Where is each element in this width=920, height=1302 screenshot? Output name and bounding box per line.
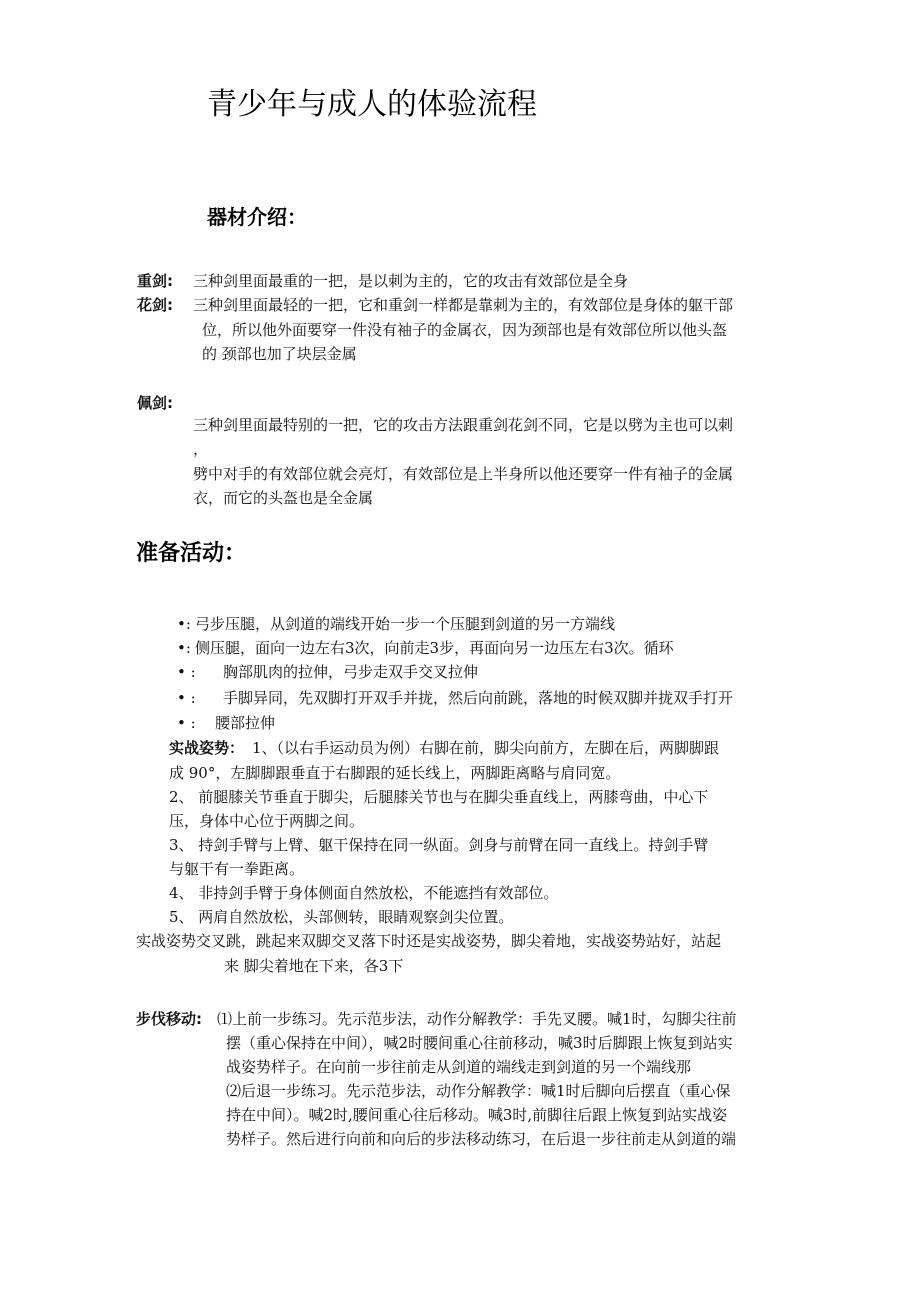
stance-text-1: 1、（以右手运动员为例）右脚在前，脚尖向前方，左脚在后，两脚脚跟 bbox=[252, 739, 720, 757]
warmup-item: 弓步压腿，从剑道的端线开始一步一个压腿到剑道的另一方端线 bbox=[195, 615, 616, 633]
foil-text-1: 三种剑里面最轻的一把，它和重剑一样都是靠刺为主的，有效部位是身体的躯干部 bbox=[193, 296, 734, 314]
warmup-bullet: • : bbox=[177, 714, 196, 732]
stance-label: 实战姿势： bbox=[169, 739, 245, 757]
stance-point-2b: 压，身体中心位于两脚之间。 bbox=[169, 812, 365, 830]
stance-text-2: 成 90°，左脚脚跟垂直于右脚跟的延长线上，两脚距离略与肩同宽。 bbox=[169, 764, 621, 782]
page-title: 青少年与成人的体验流程 bbox=[207, 87, 537, 122]
cross-jump-2: 来 脚尖着地在下来，各3下 bbox=[224, 957, 404, 975]
warmup-bullet: • : bbox=[177, 689, 196, 707]
footwork-text-6: 势样子。然后进行向前和向后的步法移动练习，在后退一步往前走从剑道的端 bbox=[226, 1130, 737, 1148]
equipment-heading: 器材介绍： bbox=[207, 205, 307, 229]
stance-point-3a: 3、 持剑手臂与上臂、躯干保持在同一纵面。剑身与前臂在同一直线上。持剑手臂 bbox=[169, 836, 709, 854]
footwork-text-5: 持在中间）。喊2时,腰间重心往后移动。喊3时,前脚往后跟上恢复到站实战姿 bbox=[226, 1106, 728, 1124]
epee-label: 重剑: bbox=[137, 272, 173, 290]
warmup-item: 手脚异同，先双脚打开双手并拢，然后向前跳，落地的时候双脚并拢双手打开 bbox=[223, 689, 734, 707]
sabre-text-2: ， bbox=[193, 440, 209, 458]
foil-text-3: 的 颈部也加了块层金属 bbox=[202, 345, 357, 363]
footwork-text-4: ⑵后退一步练习。先示范步法，动作分解教学：喊1时后脚向后摆直（重心保 bbox=[226, 1082, 731, 1100]
stance-point-3b: 与躯干有一拳距离。 bbox=[169, 860, 305, 878]
warmup-bullet: • : bbox=[177, 663, 196, 681]
sabre-text-1: 三种剑里面最特别的一把，它的攻击方法跟重剑花剑不同，它是以劈为主也可以刺 bbox=[193, 416, 734, 434]
sabre-label: 佩剑: bbox=[137, 394, 173, 412]
warmup-item: 侧压腿，面向一边左右3次，向前走3步，再面向另一边压左右3次。循环 bbox=[195, 639, 674, 657]
warmup-bullet: •: bbox=[177, 615, 191, 633]
warmup-heading: 准备活动： bbox=[136, 541, 247, 566]
foil-label: 花剑: bbox=[137, 296, 173, 314]
cross-jump-1: 实战姿势交叉跳，跳起来双脚交叉落下时还是实战姿势，脚尖着地，实战姿势站好，站起 bbox=[136, 932, 722, 950]
stance-point-5: 5、 两肩自然放松，头部侧转，眼睛观察剑尖位置。 bbox=[169, 908, 514, 926]
stance-point-4: 4、 非持剑手臂于身体侧面自然放松，不能遮挡有效部位。 bbox=[169, 884, 559, 902]
footwork-text-2: 摆（重心保持在中间），喊2时腰间重心往前移动，喊3时后脚跟上恢复到站实 bbox=[226, 1034, 733, 1052]
footwork-text-1: ⑴上前一步练习。先示范步法，动作分解教学：手先叉腰。喊1时，勾脚尖往前 bbox=[217, 1010, 737, 1028]
sabre-text-4: 衣，而它的头盔也是全金属 bbox=[193, 489, 374, 507]
footwork-label: 步伐移动: bbox=[136, 1010, 202, 1028]
warmup-bullet: •: bbox=[177, 639, 191, 657]
footwork-text-3: 战姿势样子。在向前一步往前走从剑道的端线走到剑道的另一个端线那 bbox=[226, 1058, 692, 1076]
stance-point-2a: 2、 前腿膝关节垂直于脚尖，后腿膝关节也与在脚尖垂直线上，两膝弯曲，中心下 bbox=[169, 788, 709, 806]
sabre-text-3: 劈中对手的有效部位就会亮灯，有效部位是上半身所以他还要穿一件有袖子的金属 bbox=[193, 465, 734, 483]
epee-text: 三种剑里面最重的一把，是以刺为主的，它的攻击有效部位是全身 bbox=[193, 272, 629, 290]
foil-text-2: 位，所以他外面要穿一件没有袖子的金属衣，因为颈部也是有效部位所以他头盔 bbox=[202, 321, 728, 339]
warmup-item: 胸部肌肉的拉伸，弓步走双手交叉拉伸 bbox=[223, 663, 479, 681]
warmup-item: 腰部拉伸 bbox=[215, 714, 276, 732]
